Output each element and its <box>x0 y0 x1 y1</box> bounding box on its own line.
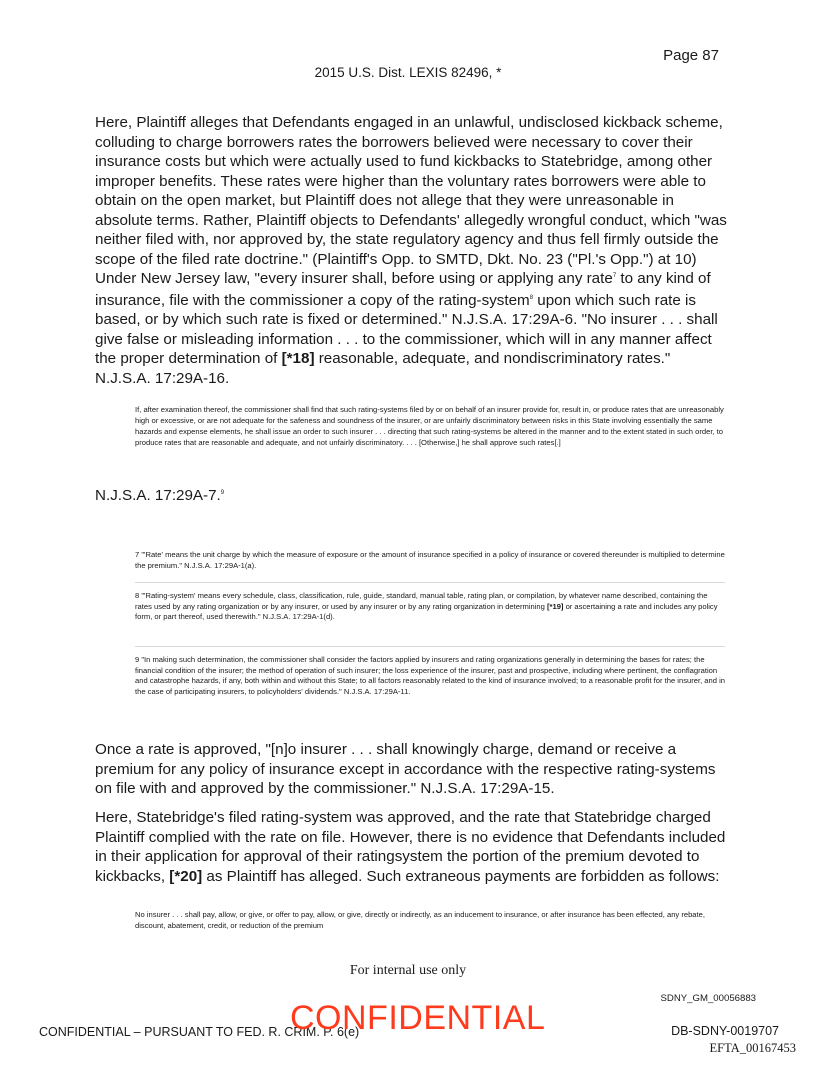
footnote-9: 9 "In making such determination, the commissioner shall consider the factors applied by insurers and rating organizations generally in determining the bases for rates; the financial condition of the insurer; the method of operation of such insurer; the loss experience of the insurer, past and prospective, including where pertinent, the conflagration and catastrophe hazards, if any, both within and without this State; to all factors reasonably related to the kind of insurance involved; to a reasonable profit for the insurer, and in the case of participating insurers, to policyholders' dividends." N.J.S.A. 17:29A-11. <box>135 655 725 696</box>
fn8-text-a: 8 "'Rating-system' means every schedule, class, classification, rule, guide, standard, manual table, rating plan, or compilation, by whatever name described, containing the rates used by any rating organization or by any insurer, or used by any insurer or by any rating organization in determining <box>135 591 708 611</box>
footnote-ref-8: 8 <box>529 294 534 301</box>
p2-text-c: upon which such rate is based, or by which such rate is fixed or determined." N.J.S.A. 17:29A-6. "No insurer . . . shall give false or misleading information . . . to the commissioner, which will in any manner affect the proper determination of <box>95 291 718 368</box>
p4-text-a: Here, Statebridge's filed rating-system was approved, and the rate that Statebridge charged Plaintiff complied with the rate on file. However, there is no evidence that Defendants included in their application for approval of their ratingsystem the portion of the premium devoted to kickbacks, <box>95 809 726 885</box>
footnote-divider <box>135 582 725 583</box>
bates-number: SDNY_GM_00056883 <box>660 993 756 1004</box>
block-quote-rebate: No insurer . . . shall pay, allow, or give, or offer to pay, allow, or give, directly or indirectly, as an inducement to insurance, or after insurance has been effected, any rebate, discount, abatement, credit, or reduction of the premium <box>135 910 705 930</box>
paragraph-kickback-allegation: Here, Plaintiff alleges that Defendants engaged in an unlawful, undisclosed kickback scheme, colluding to charge borrowers rates the borrowers believed were necessary to cover their insurance costs but which were actually used to fund kickbacks to Statebridge, among other improper benefits. These rates were higher than the voluntary rates borrowers were able to obtain on the open market, but Plaintiff does not allege that they were unreasonable in absolute terms. Rather, Plaintiff objects to Defendants' allegedly wrongful conduct, which "was neither filed with, nor approved by, the state regulatory agency and thus fell firmly outside the scope of the filed rate doctrine." (Plaintiff's Opp. to SMTD, Dkt. No. 23 ("Pl.'s Opp.") at 10) <box>95 114 727 268</box>
fn8-text-b: or ascertaining a rate and includes any policy form, or part thereof, used therewith." N.J.S.A. 17:29A-1(d). <box>135 601 718 621</box>
confidential-notice: CONFIDENTIAL – PURSUANT TO FED. R. CRIM. P. 6(e) <box>39 1025 360 1039</box>
case-citation: 2015 U.S. Dist. LEXIS 82496, * <box>314 65 502 80</box>
footnote-8 <box>135 591 725 623</box>
paragraph-new-jersey-law <box>95 267 727 388</box>
block-quote-commissioner: If, after examination thereof, the commissioner shall find that such rating-systems filed by or on behalf of an insurer provide for, result in, or produce rates that are unreasonably high or excessive, or are not adequate for the safeness and soundness of the insurer, or are unfairly discriminatory between risks in this State involving essentially the same hazards and expense elements, he shall issue an order to such insurer . . . directing that such rating-systems be altered in the manner and to the extent stated in such order, to produce rates that are reasonable and adequate, and not unfairly discriminatory. . . . [Otherwise,] he shall approve such rates[.] <box>135 405 724 447</box>
page-number: Page 87 <box>663 47 719 64</box>
p2-text-b: to any kind of insurance, file with the commissioner a copy of the rating-system <box>95 270 711 309</box>
statute-text: N.J.S.A. 17:29A-7. <box>95 487 221 505</box>
footnote-ref-9: 9 <box>220 490 225 496</box>
star-page-20: [*20] <box>169 867 203 885</box>
efta-number: EFTA_00167453 <box>709 1041 796 1055</box>
db-sdny-number: DB-SDNY-0019707 <box>671 1024 779 1038</box>
footnote-7: 7 "'Rate' means the unit charge by which the measure of exposure or the amount of insurance specified in a policy of insurance or covered thereunder is multiplied to determine the premium." N.J.S.A. 17:29A-1(a). <box>135 550 725 570</box>
star-page-18: [*18] <box>281 350 315 368</box>
internal-use-notice: For internal use only <box>349 963 467 978</box>
footnote-divider <box>135 646 725 647</box>
p2-text-d: reasonable, adequate, and nondiscriminatory rates." N.J.S.A. 17:29A-16. <box>95 350 671 387</box>
paragraph-rate-approved: Once a rate is approved, "[n]o insurer . . . shall knowingly charge, demand or receive a premium for any policy of insurance except in accordance with the respective rating-systems on file with and approved by the commissioner." N.J.S.A. 17:29A-15. <box>95 741 716 797</box>
p2-text-a: Under New Jersey law, "every insurer shall, before using or applying any rate <box>95 270 613 288</box>
footnote-ref-7: 7 <box>612 273 617 279</box>
p4-text-b: as Plaintiff has alleged. Such extraneous payments are forbidden as follows: <box>202 867 720 885</box>
confidential-stamp: CONFIDENTIAL <box>290 999 546 1037</box>
paragraph-statebridge-rating <box>95 808 727 886</box>
statute-citation <box>95 484 727 506</box>
star-page-19: [*19] <box>546 601 564 611</box>
